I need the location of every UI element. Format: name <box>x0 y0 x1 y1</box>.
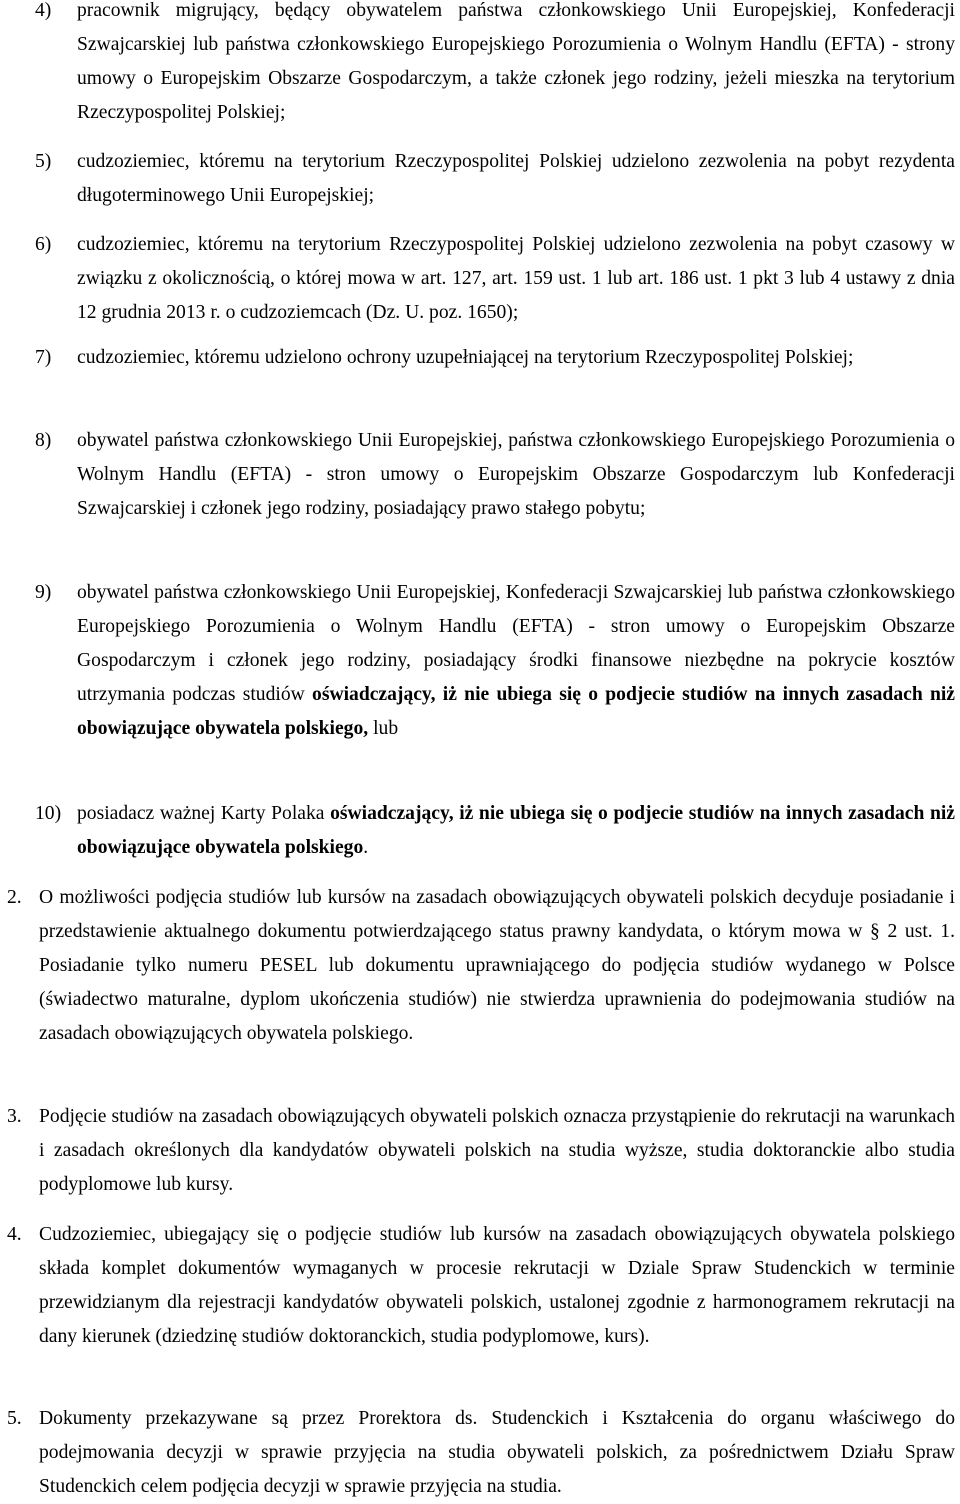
list-item-number: 7) <box>35 347 52 368</box>
declaration-bold-text: oświadczający, iż nie ubiega się o podjecie studiów na innych zasadach niż obowiązujące obywatela polskiego, <box>77 684 955 739</box>
section-number: 2. <box>7 887 22 908</box>
list-item-text-plain: obywatel państwa członkowskiego Unii Europejskiej, Konfederacji Szwajcarskiej lub państwa członkowskiego Europejskiego Porozumienia o Wolnym Handlu (EFTA) - stron umowy o Europejskim Obszarze Gospodarczym i członek jego rodziny, posiadający środki finansowe niezbędne na pokrycie kosztów utrzymania podczas studiów <box>77 582 955 705</box>
section-4 <box>7 1218 955 1354</box>
section-3 <box>7 1100 955 1202</box>
section-5 <box>7 1402 955 1504</box>
list-item-text <box>77 576 955 746</box>
list-item-text-tail: . <box>363 837 369 858</box>
list-item-text: pracownik migrujący, będący obywatelem państwa członkowskiego Unii Europejskiej, Konfederacji Szwajcarskiej lub państwa członkowskiego Europejskiego Porozumienia o Wolnym Handlu (EFTA) - strony umowy o Europejskim Obszarze Gospodarczym, a także członek jego rodziny, jeżeli mieszka na terytorium Rzeczypospolitej Polskiej; <box>77 0 955 123</box>
list-item-8 <box>35 424 955 526</box>
list-item-text: obywatel państwa członkowskiego Unii Europejskiej, państwa członkowskiego Europejskiego Porozumienia o Wolnym Handlu (EFTA) - stron umowy o Europejskim Obszarze Gospodarczym lub Konfederacji Szwajcarskiej i członek jego rodziny, posiadający prawo stałego pobytu; <box>77 430 955 519</box>
list-item-9 <box>35 576 955 746</box>
section-number: 5. <box>7 1408 22 1429</box>
section-text: Dokumenty przekazywane są przez Prorektora ds. Studenckich i Kształcenia do organu właściwego do podejmowania decyzji w sprawie przyjęcia na studia obywateli polskich, za pośrednictwem Działu Spraw Studenckich celem podjęcia decyzji w sprawie przyjęcia na studia. <box>39 1408 955 1497</box>
list-item-text-tail: lub <box>368 718 399 739</box>
section-text: Podjęcie studiów na zasadach obowiązujących obywateli polskich oznacza przystąpienie do rekrutacji na warunkach i zasadach określonych dla kandydatów obywateli polskich na studia wyższe, studia doktoranckie albo studia podyplomowe lub kursy. <box>39 1106 955 1195</box>
list-item-text: cudzoziemiec, któremu na terytorium Rzeczypospolitej Polskiej udzielono zezwolenia na pobyt rezydenta długoterminowego Unii Europejskiej; <box>77 151 955 206</box>
list-item-number: 4) <box>35 0 52 21</box>
list-item-10 <box>35 797 955 865</box>
list-item-text <box>77 797 955 865</box>
list-item-text-plain: posiadacz ważnej Karty Polaka <box>77 803 331 824</box>
list-item-number: 10) <box>35 803 62 824</box>
list-item-number: 5) <box>35 151 52 172</box>
list-item-4 <box>35 0 955 130</box>
list-item-number: 9) <box>35 582 52 603</box>
section-text: O możliwości podjęcia studiów lub kursów na zasadach obowiązujących obywateli polskich decyduje posiadanie i przedstawienie aktualnego dokumentu potwierdzającego status prawny kandydata, o którym mowa w § 2 ust. 1. Posiadanie tylko numeru PESEL lub dokumentu uprawniającego do podjęcia studiów wydanego w Polsce (świadectwo maturalne, dyplom ukończenia studiów) nie stwierdza uprawnienia do podejmowania studiów na zasadach obowiązujących obywatela polskiego. <box>39 887 955 1044</box>
list-item-number: 8) <box>35 430 52 451</box>
list-item-number: 6) <box>35 234 52 255</box>
section-number: 3. <box>7 1106 22 1127</box>
list-item-5 <box>35 145 955 213</box>
section-text: Cudzoziemiec, ubiegający się o podjęcie studiów lub kursów na zasadach obowiązujących obywatela polskiego składa komplet dokumentów wymaganych w procesie rekrutacji w Dziale Spraw Studenckich w terminie przewidzianym dla rejestracji kandydatów obywateli polskich, ustalonej zgodnie z harmonogramem rekrutacji na dany kierunek (dziedzinę studiów doktoranckich, studia podyplomowe, kurs). <box>39 1224 955 1347</box>
list-item-text: cudzoziemiec, któremu na terytorium Rzeczypospolitej Polskiej udzielono zezwolenia na pobyt czasowy w związku z okolicznością, o której mowa w art. 127, art. 159 ust. 1 lub art. 186 ust. 1 pkt 3 lub 4 ustawy z dnia 12 grudnia 2013 r. o cudzoziemcach (Dz. U. poz. 1650); <box>77 234 955 323</box>
declaration-bold-text: oświadczający, iż nie ubiega się o podjecie studiów na innych zasadach niż obowiązujące obywatela polskiego <box>77 803 955 858</box>
section-number: 4. <box>7 1224 22 1245</box>
list-item-6 <box>35 228 955 330</box>
section-2 <box>7 881 955 1051</box>
list-item-text: cudzoziemiec, któremu udzielono ochrony uzupełniającej na terytorium Rzeczypospolitej Polskiej; <box>77 347 854 368</box>
list-item-7 <box>35 341 955 375</box>
